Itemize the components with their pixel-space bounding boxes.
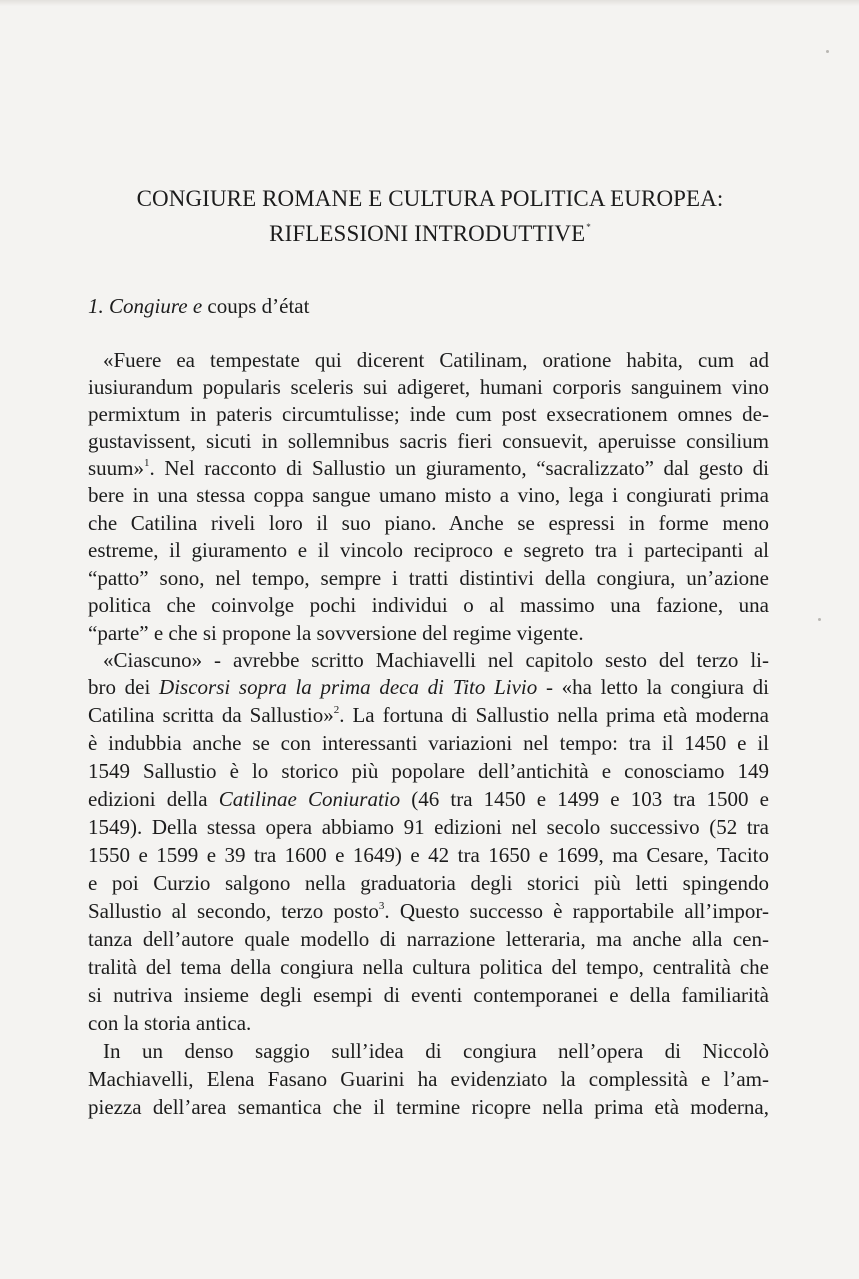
body-text-run: edizioni della (88, 787, 219, 811)
body-line: In un denso saggio sull’idea di congiura nell’opera di Niccolò (103, 1039, 769, 1063)
body-line: bere in una stessa coppa sangue umano misto a vino, lega i congiurati prima (88, 483, 769, 507)
body-line (88, 675, 769, 700)
body-line: tanza dell’autore quale modello di narrazione letteraria, ma anche alla cen- (88, 927, 769, 951)
body-line: permixtum in pateris circumtulisse; inde cum post exsecrationem omnes de- (88, 402, 769, 426)
body-line: estreme, il giuramento e il vincolo reciproco e segreto tra i partecipanti al (88, 538, 769, 562)
body-line: «Ciascuno» - avrebbe scritto Machiavelli nel capitolo sesto del terzo li- (103, 648, 769, 672)
body-text-run: - «ha letto la congiura di (537, 675, 769, 699)
footnote-ref-1: 1 (144, 457, 150, 469)
article-title-text: RIFLESSIONI INTRODUTTIVE (269, 221, 586, 246)
title-footnote-mark: * (586, 222, 591, 232)
page-top-edge (0, 0, 859, 6)
body-line: “parte” e che si propone la sovversione del regime vigente. (88, 621, 584, 645)
paper-speck (818, 618, 821, 621)
body-text-run: suum» (88, 456, 145, 480)
section-word-e: e (192, 294, 203, 318)
body-line: 1549 Sallustio è lo storico più popolare dell’antichità e conosciamo 149 (88, 759, 769, 783)
book-title-discorsi: Discorsi sopra la prima deca di Tito Livio (159, 675, 538, 699)
body-text-run: Catilina scritta da Sallustio» (88, 703, 334, 727)
footnote-ref-3: 3 (378, 900, 385, 912)
section-word-congiure: Congiure (109, 294, 188, 318)
body-line: Machiavelli, Elena Fasano Guarini ha evidenziato la complessità e l’am- (88, 1067, 769, 1091)
body-line: che Catilina riveli loro il suo piano. Anche se espressi in forme meno (88, 511, 769, 535)
body-line: gustavissent, sicuti in sollemnibus sacris fieri consuevit, aperuisse consilium (88, 429, 769, 453)
article-title-line-1: CONGIURE ROMANE E CULTURA POLITICA EUROPEA: (136, 186, 724, 211)
paper-speck (826, 50, 829, 53)
body-text-run: . La fortuna di Sallustio nella prima età moderna (339, 703, 769, 727)
article-title-line-2 (80, 213, 780, 248)
body-line: “patto” sono, nel tempo, sempre i tratti distintivi della congiura, un’azione (88, 566, 769, 590)
book-title-catilinae: Catilinae Coniuratio (218, 787, 401, 811)
body-line: piezza dell’area semantica che il termine ricopre nella prima età moderna, (88, 1095, 769, 1119)
body-line: tralità del tema della congiura nella cultura politica del tempo, centralità che (88, 955, 769, 979)
body-line: e poi Curzio salgono nella graduatoria degli storici più letti spingendo (88, 871, 769, 895)
body-line: iusiurandum popularis sceleris sui adigeret, humani corporis sanguinem vino (88, 375, 769, 399)
body-line: «Fuere ea tempestate qui dicerent Catilinam, oratione habita, cum ad (103, 348, 769, 372)
body-text-run: . Nel racconto di Sallustio un giuramento, “sacralizzato” dal gesto di (149, 456, 769, 480)
body-line: politica che coinvolge pochi individui o al massimo una fazione, una (88, 593, 769, 617)
section-number: 1. (88, 294, 104, 318)
footnote-ref-2: 2 (333, 704, 340, 716)
section-word-coups: coups d’état (207, 294, 310, 318)
section-heading (88, 293, 309, 319)
body-text-run: bro dei (88, 675, 160, 699)
body-text-run: . Questo successo è rapportabile all’impor- (384, 899, 769, 923)
body-line: si nutriva insieme degli esempi di eventi contemporanei e della familiarità (88, 983, 769, 1007)
body-line: 1550 e 1599 e 39 tra 1600 e 1649) e 42 tra 1650 e 1699, ma Cesare, Tacito (88, 843, 769, 867)
body-line (88, 899, 769, 924)
body-text-run: (46 tra 1450 e 1499 e 103 tra 1500 e (400, 787, 769, 811)
body-text-run: Sallustio al secondo, terzo posto (88, 899, 379, 923)
body-line: con la storia antica. (88, 1011, 252, 1035)
body-line (88, 787, 769, 812)
body-line (88, 703, 769, 728)
body-line: 1549). Della stessa opera abbiamo 91 edizioni nel secolo successivo (52 tra (88, 815, 769, 839)
body-line (88, 456, 769, 481)
body-line: è indubbia anche se con interessanti variazioni nel tempo: tra il 1450 e il (88, 731, 769, 755)
